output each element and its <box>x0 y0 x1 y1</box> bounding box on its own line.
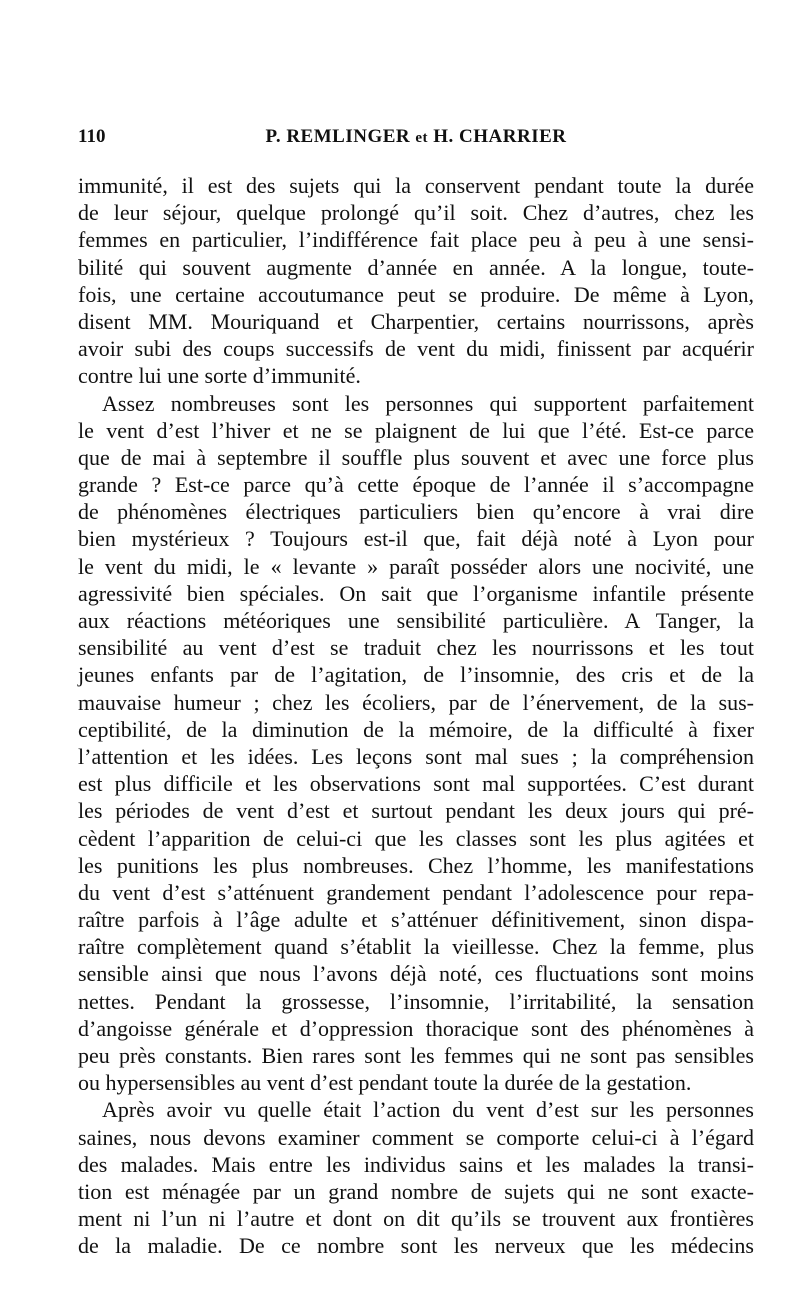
author-conjunction: et <box>415 130 429 146</box>
author-2: H. CHARRIER <box>433 126 567 147</box>
text-line: grande ? Est-ce parce qu’à cette époque de l’année il s’accompagne <box>78 472 754 498</box>
body-text <box>78 172 754 1260</box>
paragraph-1 <box>78 172 754 390</box>
text-line: de phénomènes électriques particuliers bien qu’encore à vrai dire <box>78 499 754 525</box>
text-line: jeunes enfants par de l’agitation, de l’insomnie, des cris et de la <box>78 662 754 688</box>
text-line: raître complètement quand s’établit la vieillesse. Chez la femme, plus <box>78 934 754 960</box>
text-line: contre lui une sorte d’immunité. <box>78 363 361 389</box>
text-line: du vent d’est s’atténuent grandement pendant l’adolescence pour repa- <box>78 879 754 905</box>
text-line: immunité, il est des sujets qui la conservent pendant toute la durée <box>78 173 754 198</box>
text-line: aux réactions météoriques une sensibilité particulière. A Tanger, la <box>78 608 754 633</box>
running-head <box>78 120 754 160</box>
text-line: bien mystérieux ? Toujours est-il que, fait déjà noté à Lyon pour <box>78 526 754 552</box>
text-line: avoir subi des coups successifs de vent du midi, finissent par acquérir <box>78 336 754 362</box>
text-line: ceptibilité, de la diminution de la mémoire, de la difficulté à fixer <box>78 716 754 742</box>
text-line: raître parfois à l’âge adulte et s’atténuer définitivement, sinon dispa- <box>78 907 754 933</box>
text-line: nettes. Pendant la grossesse, l’insomnie, l’irritabilité, la sensation <box>78 988 754 1014</box>
text-line: les punitions les plus nombreuses. Chez l’homme, les manifestations <box>78 852 754 878</box>
text-line: peu près constants. Bien rares sont les femmes qui ne sont pas sensibles <box>78 1043 754 1068</box>
text-line: le vent d’est l’hiver et ne se plaignent de lui que l’été. Est-ce parce <box>78 417 754 443</box>
text-line: le vent du midi, le « levante » paraît posséder alors une nocivité, une <box>78 553 754 579</box>
page-number: 110 <box>78 126 106 147</box>
text-line: agressivité bien spéciales. On sait que l’organisme infantile présente <box>78 580 754 606</box>
text-line: tion est ménagée par un grand nombre de sujets qui ne sont exacte- <box>78 1178 754 1204</box>
text-line: mauvaise humeur ; chez les écoliers, par de l’énervement, de la sus- <box>78 689 754 715</box>
paragraph-3 <box>78 1096 754 1259</box>
text-line: disent MM. Mouriquand et Charpentier, certains nourrissons, après <box>78 308 754 334</box>
running-title <box>78 126 754 148</box>
text-line: l’attention et les idées. Les leçons sont mal sues ; la compréhension <box>78 743 754 769</box>
text-line: des malades. Mais entre les individus sains et les malades la transi- <box>78 1151 754 1177</box>
author-1: P. REMLINGER <box>265 126 411 147</box>
text-line: sensible ainsi que nous l’avons déjà noté, ces fluctuations sont moins <box>78 961 754 987</box>
paragraph-2 <box>78 390 754 1097</box>
text-line: les périodes de vent d’est et surtout pendant les deux jours qui pré- <box>78 798 754 824</box>
text-line: ou hypersensibles au vent d’est pendant toute la durée de la gestation. <box>78 1070 692 1096</box>
text-line: fois, une certaine accoutumance peut se produire. De même à Lyon, <box>78 281 754 307</box>
text-line: cèdent l’apparition de celui-ci que les classes sont les plus agitées et <box>78 825 754 851</box>
text-line: Assez nombreuses sont les personnes qui supportent parfaitement <box>102 390 754 416</box>
text-line: que de mai à septembre il souffle plus souvent et avec une force plus <box>78 444 754 470</box>
text-line: ment ni l’un ni l’autre et dont on dit qu’ils se trouvent aux frontières <box>78 1206 754 1232</box>
text-line: saines, nous devons examiner comment se comporte celui-ci à l’égard <box>78 1124 754 1150</box>
text-line: de leur séjour, quelque prolongé qu’il soit. Chez d’autres, chez les <box>78 200 754 226</box>
text-line: femmes en particulier, l’indifférence fait place peu à peu à une sensi- <box>78 227 754 253</box>
text-line: Après avoir vu quelle était l’action du vent d’est sur les personnes <box>102 1097 754 1123</box>
text-line: bilité qui souvent augmente d’année en année. A la longue, toute- <box>78 254 754 280</box>
text-line: d’angoisse générale et d’oppression thoracique sont des phénomènes à <box>78 1015 754 1041</box>
text-line: sensibilité au vent d’est se traduit chez les nourrissons et les tout <box>78 635 754 661</box>
text-line: est plus difficile et les observations sont mal supportées. C’est durant <box>78 771 754 797</box>
text-line: de la maladie. De ce nombre sont les nerveux que les médecins <box>78 1233 754 1259</box>
